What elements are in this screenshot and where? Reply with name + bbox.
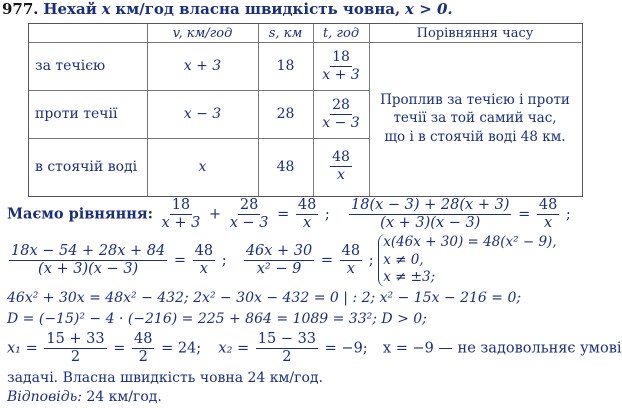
eq2-n1: 18(x − 3) + 28(x + 3) xyxy=(349,198,511,215)
comparison-line-1: Проплив за течією і проти xyxy=(380,92,570,109)
x2-tail: x = −9 — не задовольняє умові xyxy=(382,340,622,357)
x1-result: = 24; xyxy=(161,340,202,357)
x1-d1: 2 xyxy=(70,349,81,366)
eq1-sep: ; xyxy=(324,206,330,223)
eq1-n3: 48 xyxy=(296,198,318,215)
row3-label: в стоячій воді xyxy=(35,158,138,175)
eq1-eq: = xyxy=(277,206,290,223)
x1-d2: 2 xyxy=(138,349,148,366)
eq4-d2: x xyxy=(346,260,355,277)
eq3-sep: ; xyxy=(221,252,227,269)
row1-s: 18 xyxy=(276,58,295,74)
header-v: v, км/год xyxy=(172,25,233,41)
eq3-n2: 48 xyxy=(193,244,215,261)
eq3-d1: (x + 3)(x − 3) xyxy=(38,260,139,277)
equation-label: Маємо рівняння: xyxy=(7,205,153,223)
x1-n1: 15 + 33 xyxy=(44,332,106,349)
system-line-1: x(46x + 30) = 48(x² − 9), xyxy=(383,234,557,250)
comparison-text xyxy=(369,42,581,195)
row2-s: 28 xyxy=(276,106,295,122)
eq2-d1: (x + 3)(x − 3) xyxy=(380,215,481,232)
comparison-line-3: що і в стоячій воді 48 км. xyxy=(384,128,566,145)
problem-text-1: Нехай xyxy=(43,0,97,18)
x2-label: x₂ = xyxy=(218,340,250,357)
comparison-line-2: течії за той самий час, xyxy=(393,110,557,127)
problem-text-2: км/год власна швидкість човна, xyxy=(115,0,401,18)
answer-value: 24 км/год. xyxy=(86,389,162,405)
eq1-d2: x − 3 xyxy=(229,215,269,232)
problem-number: 977. xyxy=(2,0,39,18)
eq1-n1: 18 xyxy=(170,198,192,215)
eq2-d2: x xyxy=(543,215,553,232)
row2-v: x − 3 xyxy=(183,106,222,122)
eq3-d2: x xyxy=(199,260,208,277)
solution-block xyxy=(0,197,622,408)
x1-label: x₁ = xyxy=(7,340,38,357)
eq4-eq: = xyxy=(320,252,334,269)
x1-eq: = xyxy=(113,340,126,357)
eq3-eq: = xyxy=(173,252,187,269)
discriminant-line: D = (−15)² − 4 · (−216) = 225 + 864 = 1089 = 33²; D > 0; xyxy=(7,311,427,327)
data-table xyxy=(28,23,583,197)
row3-t-num: 48 xyxy=(332,149,350,166)
row2-label: проти течії xyxy=(35,106,118,122)
row1-v: x + 3 xyxy=(183,58,222,74)
row2-t-den: x − 3 xyxy=(322,114,360,131)
equation-system xyxy=(378,234,556,287)
row1-t xyxy=(313,42,369,90)
problem-var: x xyxy=(101,0,111,18)
eq4-n2: 48 xyxy=(340,244,362,261)
row1-label: за течією xyxy=(35,58,106,74)
x2-result: = −9; xyxy=(324,340,368,357)
row3-t xyxy=(313,138,369,195)
row1-t-den: x + 3 xyxy=(322,66,360,83)
eq1-d3: x xyxy=(302,215,312,232)
eq4-sep: ; xyxy=(368,252,374,269)
header-s: s, км xyxy=(268,25,303,41)
task-line: задачі. Власна швидкість човна 24 км/год. xyxy=(7,370,323,386)
answer-label: Відповідь: xyxy=(7,389,82,405)
x2-d1: 2 xyxy=(282,349,292,366)
header-t: t, год xyxy=(322,25,360,41)
quadratic-line: 46x² + 30x = 48x² − 432; 2x² − 30x − 432 = 0 | : 2; x² − 15x − 216 = 0; xyxy=(7,290,522,306)
header-comparison: Порівняння часу xyxy=(416,25,534,41)
row3-t-den: x xyxy=(337,167,345,183)
eq2-eq: = xyxy=(518,206,531,223)
row2-t xyxy=(313,90,369,138)
row3-v: x xyxy=(198,158,207,175)
eq2-n2: 48 xyxy=(537,198,559,215)
row2-t-num: 28 xyxy=(332,96,350,113)
row1-t-num: 18 xyxy=(332,48,350,65)
equation-line-1 xyxy=(7,198,571,231)
eq1-d1: x + 3 xyxy=(161,215,201,232)
problem-header xyxy=(2,0,453,18)
row3-s: 48 xyxy=(276,158,295,175)
equation-line-2 xyxy=(7,234,557,287)
roots-line xyxy=(7,332,622,365)
x1-n2: 48 xyxy=(132,332,154,349)
eq1-op: + xyxy=(208,206,222,223)
eq3-n1: 18x − 54 + 28x + 84 xyxy=(9,244,167,261)
problem-cond: x > 0. xyxy=(405,0,453,18)
system-line-2: x ≠ 0, xyxy=(383,251,424,268)
system-line-3: x ≠ ±3; xyxy=(383,269,436,286)
answer-line xyxy=(7,389,162,405)
x2-n1: 15 − 33 xyxy=(256,332,318,349)
eq4-d1: x² − 9 xyxy=(256,260,302,277)
eq1-n2: 28 xyxy=(238,198,260,215)
eq4-n1: 46x + 30 xyxy=(244,244,314,261)
eq2-sep: ; xyxy=(565,206,571,223)
